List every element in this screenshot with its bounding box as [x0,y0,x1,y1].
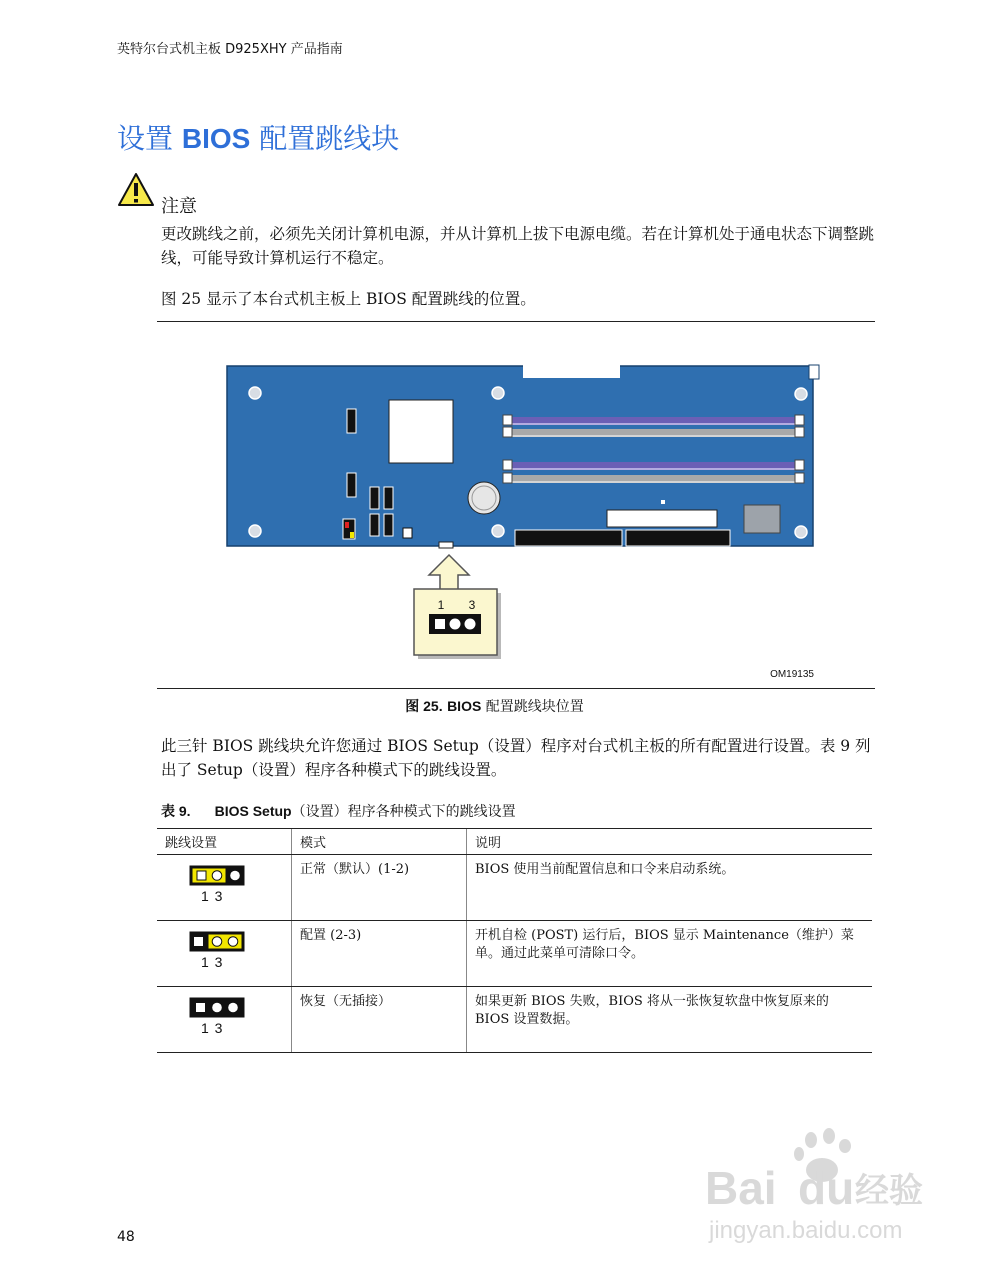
figure-caption: 图 25. BIOS 配置跳线块位置 [405,698,584,715]
column-header: 跳线设置 [157,829,292,855]
figure-bottom-rule [157,688,875,689]
figure-intro: 图 25 显示了本台式机主板上 BIOS 配置跳线的位置。 [161,290,536,308]
mode-cell: 恢复（无插接） [292,987,467,1053]
jumper-cell [157,921,292,987]
table-header-row [157,829,872,855]
jumper-2-3-icon [189,931,245,953]
svg-text:3: 3 [468,598,476,612]
column-header: 说明 [467,829,873,855]
svg-text:du: du [798,1162,855,1214]
pin-numbers: 1 3 [201,888,224,904]
figure-top-rule [157,321,875,322]
warning-triangle-icon [117,172,155,208]
description-cell: BIOS 使用当前配置信息和口令来启动系统。 [467,855,873,921]
running-header: 英特尔台式机主板 D925XHY 产品指南 [117,42,343,57]
table-row [157,987,872,1053]
figure-drawing-id: OM19135 [770,669,814,680]
description-cell: 如果更新 BIOS 失败，BIOS 将从一张恢复软盘中恢复原来的 BIOS 设置数据。 [467,987,873,1053]
svg-text:Bai: Bai [705,1162,777,1214]
caution-text: 更改跳线之前，必须先关闭计算机电源，并从计算机上拔下电源电缆。若在计算机处于通电状态下调整跳线，可能导致计算机运行不稳定。 [161,225,875,267]
baidu-jingyan-watermark [705,1120,935,1245]
jumper-settings-table [157,828,872,1053]
pin-numbers: 1 3 [201,954,224,970]
body-paragraph: 此三针 BIOS 跳线块允许您通过 BIOS Setup（设置）程序对台式机主板的所有配置进行设置。表 9 列出了 Setup（设置）程序各种模式下的跳线设置。 [161,737,871,779]
table-row [157,921,872,987]
svg-text:jingyan.baidu.com: jingyan.baidu.com [709,1217,903,1244]
section-title: 设置 BIOS 配置跳线块 [117,122,400,155]
column-header: 模式 [292,829,467,855]
jumper-none-icon [189,997,245,1019]
mode-cell: 配置 (2-3) [292,921,467,987]
jumper-1-2-icon [189,865,245,887]
mode-cell: 正常（默认）(1-2) [292,855,467,921]
jumper-cell [157,855,292,921]
jumper-cell [157,987,292,1053]
svg-text:1: 1 [437,598,445,612]
svg-text:经验: 经验 [855,1171,923,1211]
pin-numbers: 1 3 [201,1020,224,1036]
page-number: 48 [117,1229,135,1245]
motherboard-figure [157,325,875,685]
table-row [157,855,872,921]
table-title: 表 9. BIOS Setup（设置）程序各种模式下的跳线设置 [161,803,516,820]
description-cell: 开机自检 (POST) 运行后，BIOS 显示 Maintenance（维护）菜单。通过此菜单可清除口令。 [467,921,873,987]
caution-label: 注意 [161,196,197,217]
